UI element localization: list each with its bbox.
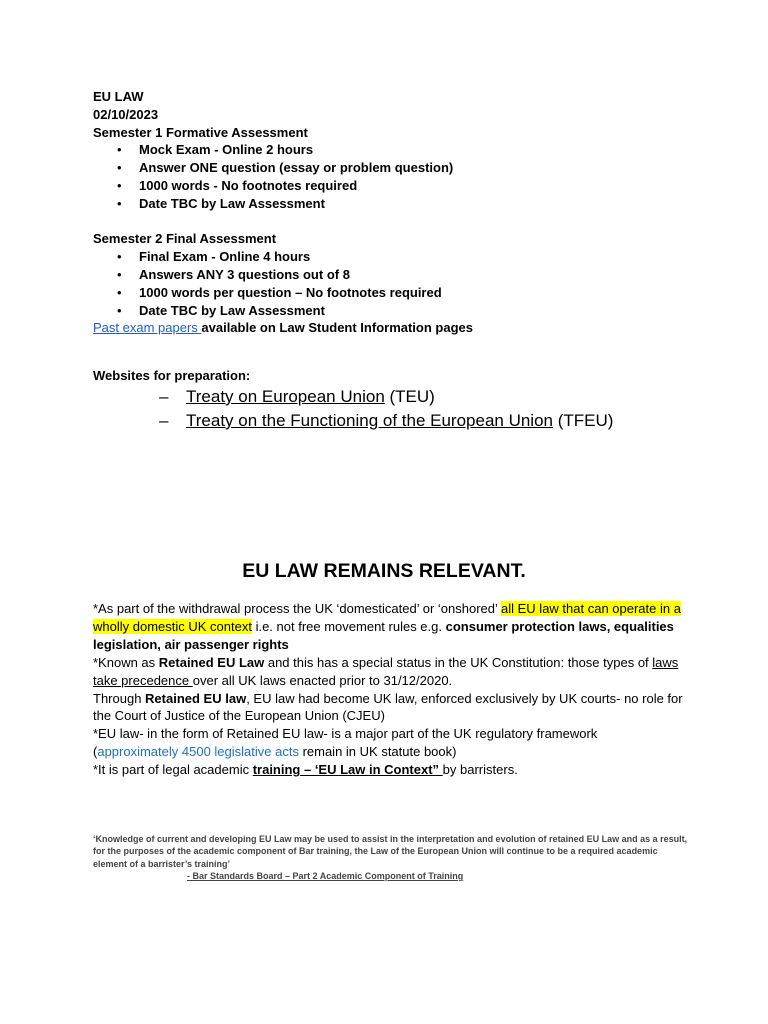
sem1-list: [93, 141, 683, 212]
sem2-title: Semester 2 Final Assessment: [93, 231, 277, 247]
bold-underlined-text: training – ‘EU Law in Context”: [252, 762, 443, 778]
text-run: i.e. not free movement rules e.g.: [251, 618, 446, 634]
text-run: *Known as: [93, 654, 159, 670]
past-papers-text: available on Law Student Information pages: [201, 320, 473, 336]
websites-title: Websites for preparation:: [93, 367, 251, 383]
text-run: Through: [93, 690, 146, 706]
list-item: • Answers ANY 3 questions out of 8: [93, 266, 683, 284]
text-run: remain in UK statute book): [298, 744, 457, 760]
text-run: , EU law had become UK law, enforced exclusively by UK courts- no role for the Court of Justice of the European Union (CJEU): [93, 690, 683, 724]
quote-source: - Bar Standards Board – Part 2 Academic Component of Training: [187, 871, 464, 882]
dash-marker: –: [159, 386, 169, 406]
highlighted-text: all EU law that can operate in a wholly domestic UK context: [93, 601, 681, 634]
sem2-list: [93, 248, 683, 319]
sem1-title: Semester 1 Formative Assessment: [93, 124, 308, 140]
paragraph-training: [93, 761, 683, 779]
paragraph-retained: [93, 654, 683, 690]
teu-link[interactable]: Treaty on European Union: [186, 386, 385, 406]
list-item: • 1000 words per question – No footnotes required: [93, 284, 683, 302]
bold-text: Retained EU law: [145, 690, 247, 706]
course-title: EU LAW: [93, 89, 144, 104]
bsb-quote: [93, 833, 693, 883]
tfeu-link[interactable]: Treaty on the Functioning of the European Union: [186, 410, 553, 430]
document-top: [93, 88, 683, 433]
list-item: • Mock Exam - Online 2 hours: [93, 141, 683, 159]
list-item: [93, 409, 683, 433]
document-date: 02/10/2023: [93, 106, 159, 122]
list-item: • 1000 words - No footnotes required: [93, 177, 683, 195]
list-item: • Answer ONE question (essay or problem question): [93, 159, 683, 177]
relevance-body: [93, 600, 683, 779]
text-run: *As part of the withdrawal process the UK ‘domesticated’ or ‘onshored’: [93, 601, 502, 616]
section-heading: EU LAW REMAINS RELEVANT.: [242, 560, 526, 582]
paragraph-regulatory: [93, 725, 683, 761]
blue-text: approximately 4500 legislative acts: [97, 744, 299, 760]
list-item: • Final Exam - Online 4 hours: [93, 248, 683, 266]
underlined-text: laws take precedence: [93, 654, 679, 688]
list-item: [93, 385, 683, 409]
text-run: *EU law- in the form of Retained EU law- is a major part of the UK regulatory framework (: [93, 726, 598, 760]
text-run: *It is part of legal academic: [93, 762, 253, 778]
teu-abbr: (TEU): [384, 386, 435, 406]
tfeu-abbr: (TFEU): [553, 410, 614, 430]
past-exam-papers-link[interactable]: Past exam papers: [93, 320, 202, 336]
quote-text: ‘Knowledge of current and developing EU Law may be used to assist in the interpretation and evolution of retained EU Law and as a result, for the purposes of the academic component of Bar training, the Law of the European Union will continue to be a required academic element of a barrister’s training’: [93, 834, 688, 869]
websites-list: [93, 385, 683, 433]
bold-text: consumer protection laws, equalities legislation, air passenger rights: [93, 618, 674, 652]
list-item: • Date TBC by Law Assessment: [93, 302, 683, 320]
text-run: over all UK laws enacted prior to 31/12/2020.: [192, 672, 453, 688]
paragraph-through: [93, 690, 683, 726]
text-run: by barristers.: [442, 762, 518, 778]
bold-text: Retained EU Law: [158, 654, 265, 670]
past-papers-line: [93, 319, 683, 337]
dash-marker: –: [159, 410, 169, 430]
list-item: • Date TBC by Law Assessment: [93, 195, 683, 213]
text-run: and this has a special status in the UK Constitution: those types of: [264, 654, 653, 670]
paragraph-domesticated: [93, 600, 683, 654]
